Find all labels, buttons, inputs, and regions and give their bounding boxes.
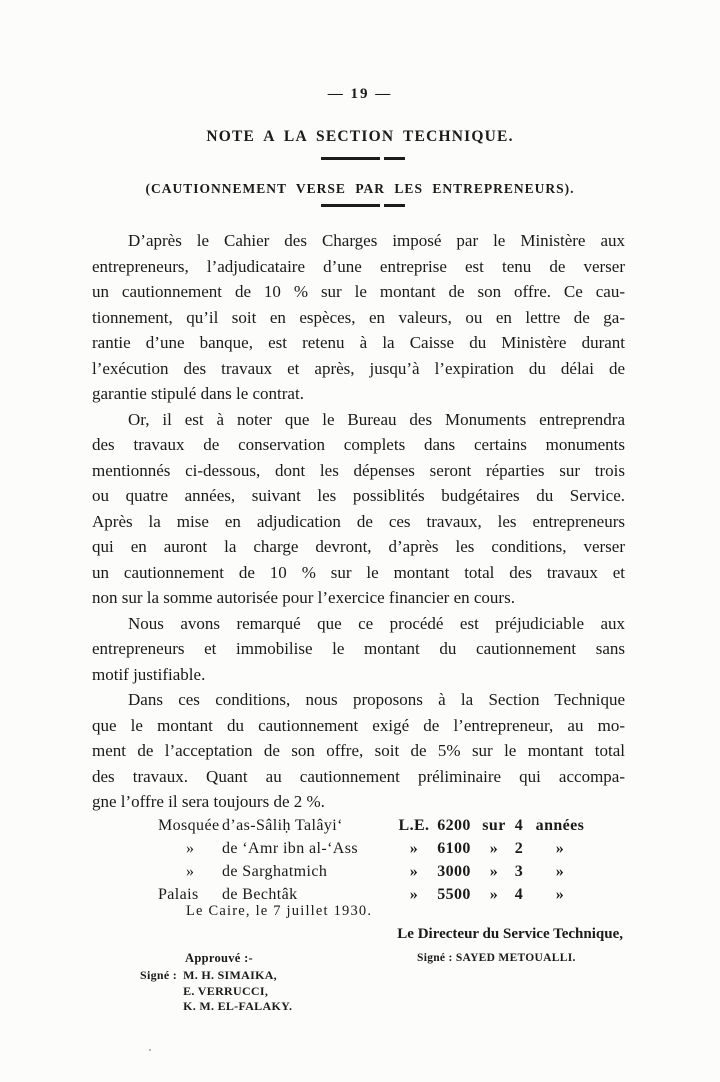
- body-line: garantie stipulé dans le contrat.: [92, 384, 304, 403]
- body-line: gne l’offre il sera toujours de 2 %.: [92, 792, 325, 811]
- body-line: Après la mise en adjudication de ces travaux, les entrepreneurs: [92, 511, 625, 531]
- body-line: non sur la somme autorisée pour l’exercice financier en cours.: [92, 588, 515, 607]
- body-line: Nous avons remarqué que ce procédé est préjudiciable aux: [128, 613, 625, 633]
- allocation-amount: 3000: [437, 863, 471, 880]
- allocation-currency: »: [409, 886, 419, 903]
- allocation-per: »: [489, 863, 499, 880]
- subtitle-rule: [321, 204, 405, 207]
- allocation-name: de Bechtâk: [222, 886, 298, 903]
- allocation-years: 4: [514, 817, 524, 834]
- director-title: Le Directeur du Service Technique,: [397, 926, 623, 942]
- body-line: motif justifiable.: [92, 664, 206, 684]
- allocation-row: [158, 837, 618, 860]
- director-signature: Signé : SAYED METOUALLI.: [417, 952, 576, 964]
- allocation-years: 3: [514, 863, 524, 880]
- allocation-prefix: Mosquée: [158, 817, 220, 834]
- allocation-years: 2: [514, 840, 524, 857]
- allocation-amount: 6200: [437, 817, 471, 834]
- approver-name: E. VERRUCCI,: [183, 983, 269, 998]
- allocation-amount: 6100: [437, 840, 471, 857]
- allocation-prefix: Palais: [158, 886, 199, 903]
- allocation-prefix: »: [186, 840, 195, 857]
- allocation-years: 4: [514, 886, 524, 903]
- approval-block: [140, 951, 292, 1015]
- allocation-amount: 5500: [437, 886, 471, 903]
- scan-speck: [149, 1049, 151, 1051]
- body-line: un cautionnement de 10 % sur le montant total des travaux et: [92, 562, 625, 582]
- allocation-per: sur: [482, 817, 506, 834]
- approver-names: [183, 968, 292, 1015]
- allocation-currency: »: [409, 863, 419, 880]
- body-line: ou quatre années, suivant les possiblités budgétaires du Service.: [92, 486, 625, 505]
- allocations-table: [158, 814, 618, 906]
- approver-name: M. H. SIMAIKA,: [183, 968, 277, 982]
- dateline: Le Caire, le 7 juillet 1930.: [186, 903, 373, 919]
- section-title: NOTE A LA SECTION TECHNIQUE.: [206, 128, 514, 145]
- page-number: — 19 —: [327, 86, 393, 102]
- allocation-currency: »: [409, 840, 419, 857]
- approval-label: Approuvé :-: [185, 951, 254, 965]
- body-line: rantie d’une banque, est retenu à la Caisse du Ministère durant: [92, 333, 625, 352]
- body-line: tionnement, qu’il soit en espèces, en valeurs, ou en lettre de ga-: [92, 307, 625, 327]
- body-paragraphs: [92, 228, 625, 815]
- body-line: entrepreneurs et immobilise le montant du cautionnement sans: [92, 639, 625, 658]
- body-line: D’après le Cahier des Charges imposé par le Ministère aux: [128, 231, 625, 250]
- body-line: Or, il est à noter que le Bureau des Monuments entreprendra: [128, 409, 625, 429]
- body-line: l’exécution des travaux et après, jusqu’à l’expiration du délai de: [92, 358, 625, 378]
- body-line: des travaux. Quant au cautionnement préliminaire qui accompa-: [92, 766, 625, 786]
- allocation-unit: »: [555, 863, 565, 880]
- allocation-name: de ‘Amr ibn al-‘Ass: [222, 840, 359, 857]
- allocation-unit: »: [555, 886, 565, 903]
- body-line: Dans ces conditions, nous proposons à la Section Technique: [128, 690, 625, 709]
- allocation-currency: L.E.: [398, 817, 430, 834]
- title-rule: [321, 157, 405, 160]
- body-line: un cautionnement de 10 % sur le montant de son offre. Ce cau-: [92, 282, 625, 301]
- body-line: entrepreneurs, l’adjudicataire d’une entreprise est tenu de verser: [92, 256, 625, 276]
- allocation-row: [158, 814, 618, 837]
- body-line: mentionnés ci-dessous, dont les dépenses seront réparties sur trois: [92, 460, 625, 480]
- allocation-per: »: [489, 886, 499, 903]
- allocation-name: d’as-Sâliḥ Talâyi‘: [222, 817, 343, 834]
- body-line: qui en auront la charge devront, d’après les conditions, verser: [92, 537, 625, 556]
- section-subtitle: (CAUTIONNEMENT VERSE PAR LES ENTREPRENEURS).: [145, 181, 575, 196]
- body-line: des travaux de conservation complets dans certains monuments: [92, 435, 625, 454]
- body-line: ment de l’acceptation de son offre, soit de 5% sur le montant total: [92, 741, 625, 760]
- approval-signed-label: Signé :: [140, 968, 178, 982]
- allocation-name: de Sarghatmich: [222, 863, 328, 880]
- allocation-unit: années: [535, 817, 585, 834]
- body-line: que le montant du cautionnement exigé de l’entrepreneur, au mo-: [92, 715, 625, 735]
- allocation-prefix: »: [186, 863, 195, 880]
- allocation-per: »: [489, 840, 499, 857]
- approver-name: K. M. EL-FALAKY.: [183, 999, 293, 1013]
- allocation-unit: »: [555, 840, 565, 857]
- allocation-row: [158, 860, 618, 883]
